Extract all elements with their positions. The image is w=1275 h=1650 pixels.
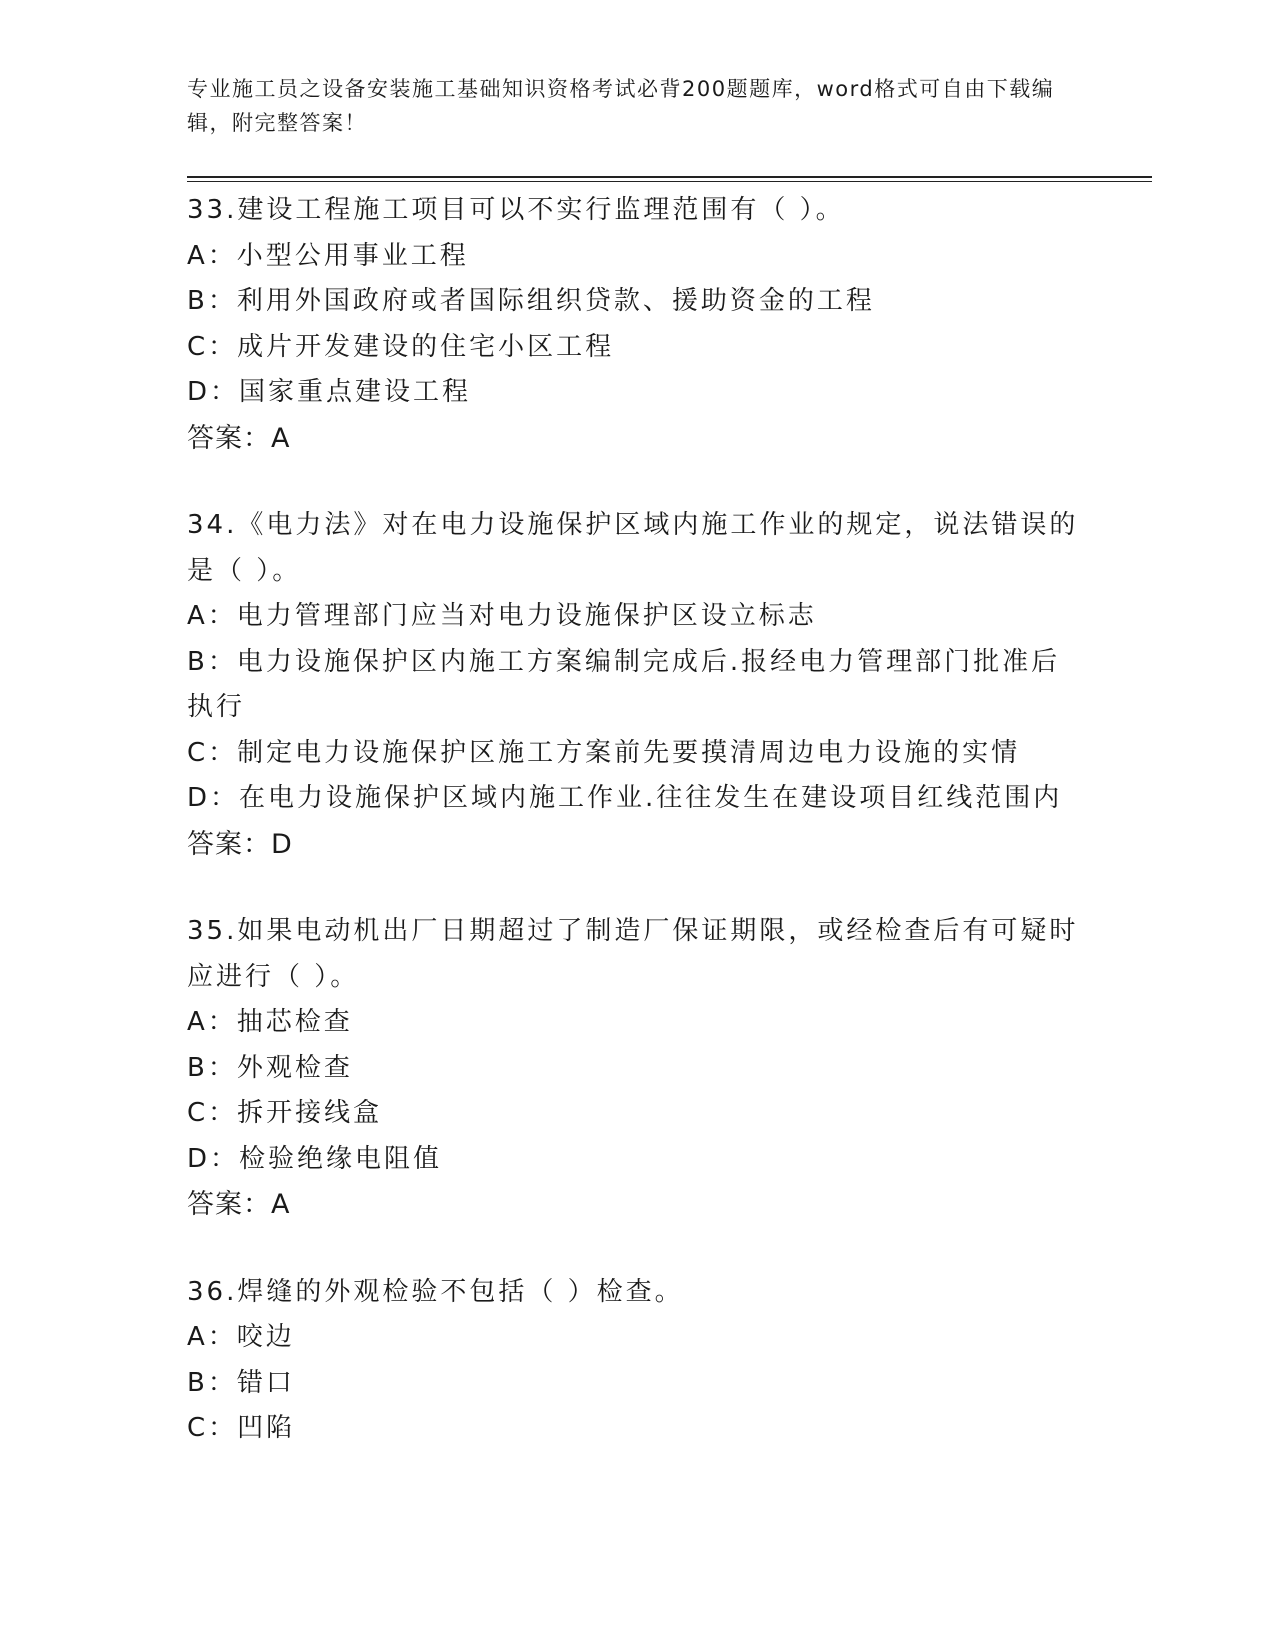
answer: 答案：D <box>187 828 293 860</box>
question-35 <box>187 909 1087 1228</box>
header-divider <box>187 176 1152 178</box>
option-d: D：检验绝缘电阻值 <box>187 1143 443 1174</box>
question-list <box>187 188 1087 1494</box>
question-stem: 33.建设工程施工项目可以不实行监理范围有（ ）。 <box>187 195 845 225</box>
question-stem: 34.《电力法》对在电力设施保护区域内施工作业的规定，说法错误的是（ ）。 <box>187 510 1079 586</box>
document-header: 专业施工员之设备安装施工基础知识资格考试必背200题题库，word格式可自由下载编辑，附完整答案！ <box>187 77 1055 135</box>
option-c: C：制定电力设施保护区施工方案前先要摸清周边电力设施的实情 <box>187 737 1021 768</box>
option-a: A：电力管理部门应当对电力设施保护区设立标志 <box>187 601 817 631</box>
question-stem: 36.焊缝的外观检验不包括（ ）检查。 <box>187 1276 684 1307</box>
option-d: D：国家重点建设工程 <box>187 377 472 407</box>
option-c: C：凹陷 <box>187 1413 296 1443</box>
option-b: B：利用外国政府或者国际组织贷款、援助资金的工程 <box>187 286 875 316</box>
option-b: B：外观检查 <box>187 1052 353 1083</box>
answer: 答案：A <box>187 1189 291 1220</box>
option-a: A：咬边 <box>187 1322 295 1352</box>
question-33 <box>187 188 1087 461</box>
option-d: D：在电力设施保护区域内施工作业.往往发生在建设项目红线范围内 <box>187 783 1063 813</box>
option-b: B：错口 <box>187 1367 295 1398</box>
option-c: C：拆开接线盒 <box>187 1098 383 1128</box>
option-a: A：抽芯检查 <box>187 1007 353 1037</box>
answer: 答案：A <box>187 422 291 454</box>
question-stem: 35.如果电动机出厂日期超过了制造厂保证期限，或经检查后有可疑时应进行（ ）。 <box>187 916 1079 992</box>
option-c: C：成片开发建设的住宅小区工程 <box>187 331 615 362</box>
question-34 <box>187 503 1087 867</box>
question-36 <box>187 1270 1087 1452</box>
option-a: A：小型公用事业工程 <box>187 240 469 271</box>
option-b: B：电力设施保护区内施工方案编制完成后.报经电力管理部门批准后执行 <box>187 646 1061 722</box>
header-divider-thin <box>187 181 1152 182</box>
